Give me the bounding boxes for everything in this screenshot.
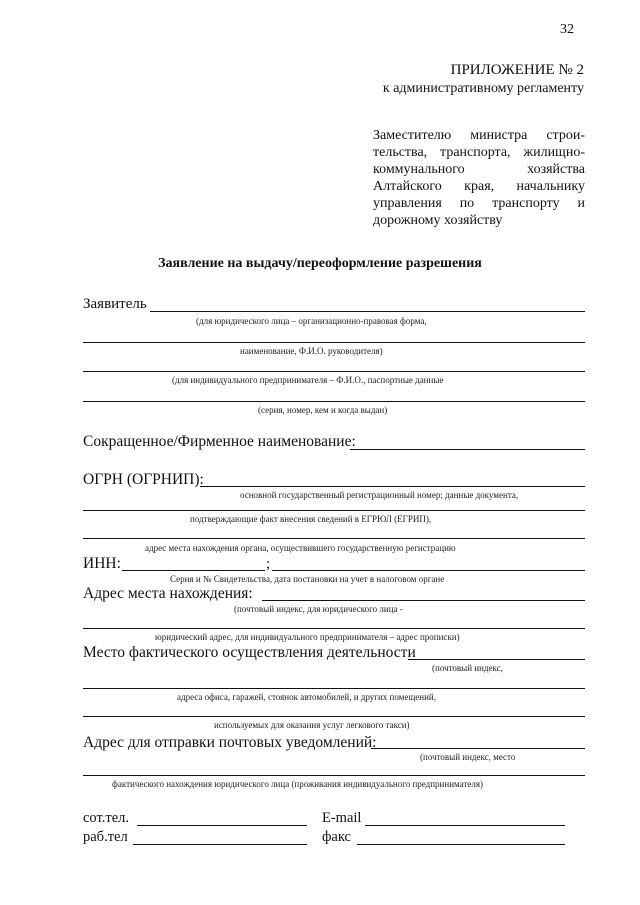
addressee-block (373, 127, 585, 229)
location-label: Адрес места нахождения: (83, 585, 253, 602)
short-name-field[interactable] (350, 449, 585, 450)
applicant-field-4[interactable] (83, 401, 585, 402)
activity-note-2: адреса офиса, гаражей, стоянок автомобилей, и других помещений, (177, 692, 436, 702)
addressee-line: управления по транспорту и (373, 196, 585, 211)
appendix-title: ПРИЛОЖЕНИЕ № 2 (450, 62, 584, 78)
applicant-label: Заявитель (83, 296, 147, 312)
location-field-2[interactable] (83, 628, 585, 629)
addressee-line: дорожному хозяйству (373, 213, 503, 228)
addressee-line: коммунального хозяйства (373, 162, 585, 177)
addressee-line: Заместителю министра строи- (373, 128, 585, 143)
ogrn-note-2: подтверждающие факт внесения сведений в ЕГРЮЛ (ЕГРИП), (190, 514, 432, 524)
addressee-line: Алтайского края, начальнику (373, 179, 585, 194)
addressee-line: тельства, транспорта, жилищно- (373, 145, 585, 160)
location-note-1: (почтовый индекс, для юридического лица - (234, 604, 403, 614)
applicant-note-3: (для индивидуального предпринимателя – Ф.И.О., паспортные данные (172, 375, 444, 385)
inn-note: Серия и № Свидетельства, дата постановки на учет в налоговом органе (170, 574, 445, 584)
activity-field[interactable] (408, 659, 585, 660)
email-field[interactable] (365, 825, 565, 826)
location-note-2: юридический адрес, для индивидуального предпринимателя – адрес прописки) (155, 632, 460, 642)
document-title: Заявление на выдачу/переоформление разрешения (158, 256, 482, 271)
mail-field-2[interactable] (83, 775, 585, 776)
page-number: 32 (560, 22, 574, 37)
ogrn-note-1: основной государственный регистрационный номер; данные документа, (240, 490, 519, 500)
appendix-subtitle: к административному регламенту (382, 81, 584, 96)
work-phone-label: раб.тел (83, 829, 128, 845)
inn-separator: ; (266, 556, 271, 572)
activity-field-3[interactable] (83, 716, 585, 717)
ogrn-field-3[interactable] (83, 538, 585, 539)
ogrn-label: ОГРН (ОГРНИП): (83, 471, 204, 488)
applicant-note-2: наименование, Ф.И.О. руководителя) (240, 346, 383, 356)
activity-label: Место фактического осуществления деятельности (83, 644, 416, 661)
applicant-field[interactable] (150, 311, 585, 312)
mail-note-1: (почтовый индекс, место (420, 752, 516, 762)
mobile-phone-field[interactable] (137, 825, 307, 826)
activity-note-1: (почтовый индекс, (432, 663, 503, 673)
mail-label: Адрес для отправки почтовых уведомлений: (83, 734, 377, 751)
activity-field-2[interactable] (83, 688, 585, 689)
fax-label: факс (322, 829, 351, 845)
inn-field[interactable] (122, 570, 265, 571)
applicant-note-1: (для юридического лица – организационно-правовая форма, (196, 316, 427, 326)
ogrn-field-2[interactable] (83, 510, 585, 511)
mail-field[interactable] (371, 748, 585, 749)
email-label: E-mail (322, 810, 362, 826)
applicant-note-4: (серия, номер, кем и когда выдан) (258, 405, 388, 415)
location-field[interactable] (262, 600, 585, 601)
activity-note-3: используемых для оказания услуг легкового такси) (214, 720, 410, 730)
mail-note-2: фактического нахождения юридического лица (проживания индивидуального предпринимателя) (112, 779, 483, 789)
applicant-field-2[interactable] (83, 342, 585, 343)
fax-field[interactable] (357, 844, 565, 845)
applicant-field-3[interactable] (83, 371, 585, 372)
ogrn-note-3: адрес места нахождения органа, осуществившего государственную регистрацию (145, 543, 456, 553)
inn-label: ИНН: (83, 555, 121, 572)
ogrn-field[interactable] (200, 486, 585, 487)
work-phone-field[interactable] (133, 844, 307, 845)
inn-certificate-field[interactable] (272, 570, 585, 571)
short-name-label: Сокращенное/Фирменное наименование: (83, 433, 356, 450)
mobile-phone-label: сот.тел. (83, 810, 129, 826)
